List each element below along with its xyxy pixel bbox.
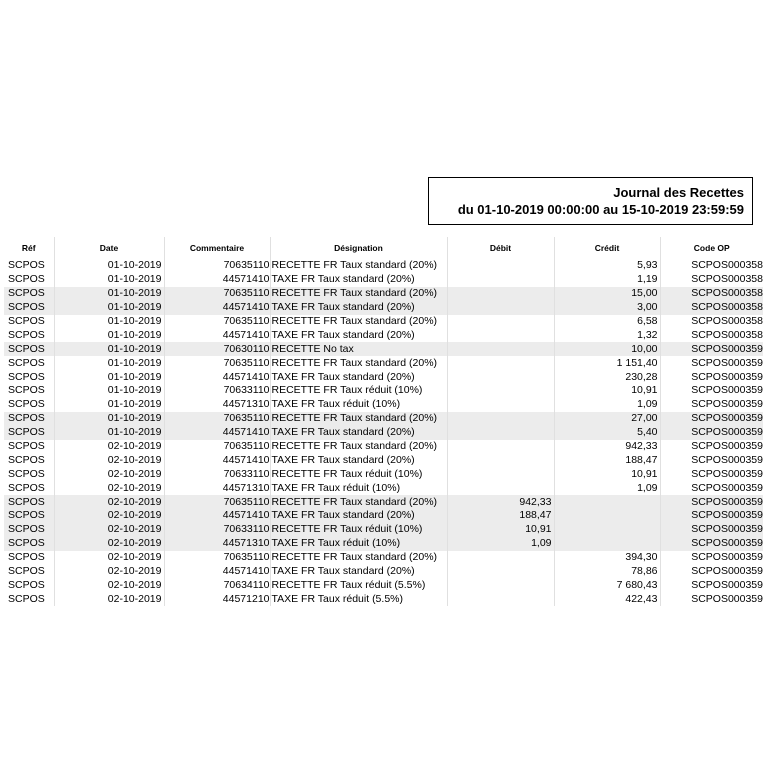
table-row [4,551,763,565]
report-period: du 01-10-2019 00:00:00 au 15-10-2019 23:59:59 [457,202,744,217]
table-row [4,259,763,273]
cell-designation: RECETTE FR Taux standard (20%) [270,551,447,565]
cell-ref: SCPOS [4,301,54,315]
table-row [4,273,763,287]
cell-credit: 1,09 [554,481,660,495]
cell-code-op: SCPOS000359 [660,467,763,481]
cell-credit: 1 151,40 [554,356,660,370]
cell-commentaire: 70635110 [164,315,270,329]
cell-designation: TAXE FR Taux réduit (10%) [270,481,447,495]
table-row [4,328,763,342]
table-row [4,537,763,551]
cell-code-op: SCPOS000359 [660,384,763,398]
cell-date: 02-10-2019 [54,481,164,495]
cell-code-op: SCPOS000359 [660,370,763,384]
cell-code-op: SCPOS000359 [660,453,763,467]
cell-ref: SCPOS [4,287,54,301]
cell-date: 01-10-2019 [54,287,164,301]
cell-designation: RECETTE FR Taux réduit (10%) [270,384,447,398]
cell-debit [447,481,554,495]
cell-code-op: SCPOS000359 [660,509,763,523]
cell-debit [447,342,554,356]
table-header-row [4,237,763,259]
cell-ref: SCPOS [8,328,45,341]
cell-commentaire: 70634110 [164,578,270,592]
cell-debit [447,315,554,329]
cell-credit: 394,30 [554,551,660,565]
cell-debit [447,328,554,342]
cell-designation: TAXE FR Taux standard (20%) [270,509,447,523]
cell-ref: SCPOS [8,384,45,397]
cell-designation: TAXE FR Taux réduit (10%) [270,398,447,412]
cell-debit [447,273,554,287]
cell-code-op: SCPOS000358 [660,328,763,342]
report-title: Journal des Recettes [613,185,744,200]
cell-date: 02-10-2019 [54,509,164,523]
table-row [4,565,763,579]
cell-ref: SCPOS [8,467,45,480]
cell-designation: RECETTE FR Taux standard (20%) [270,356,447,370]
cell-code-op: SCPOS000359 [660,440,763,454]
cell-designation: RECETTE FR Taux standard (20%) [270,412,447,426]
cell-code-op: SCPOS000359 [660,495,763,509]
cell-debit [447,259,554,273]
table-body [4,259,763,606]
table-row [4,315,763,329]
cell-date: 02-10-2019 [54,440,164,454]
cell-credit: 3,00 [554,301,660,315]
cell-commentaire: 44571410 [164,509,270,523]
cell-debit [447,398,554,412]
cell-ref: SCPOS [8,440,45,453]
cell-ref: SCPOS [8,356,45,369]
cell-commentaire: 44571410 [164,273,270,287]
cell-credit: 422,43 [554,592,660,606]
cell-code-op: SCPOS000359 [660,398,763,412]
cell-credit: 15,00 [554,287,660,301]
cell-code-op: SCPOS000358 [660,287,763,301]
cell-code-op: SCPOS000358 [660,315,763,329]
cell-ref: SCPOS [8,259,45,272]
cell-credit: 5,93 [554,259,660,273]
cell-code-op: SCPOS000359 [660,426,763,440]
cell-commentaire: 44571310 [164,537,270,551]
table-row [4,481,763,495]
cell-code-op: SCPOS000359 [660,565,763,579]
cell-date: 01-10-2019 [54,384,164,398]
cell-code-op: SCPOS000358 [660,259,763,273]
cell-code-op: SCPOS000359 [660,537,763,551]
cell-date: 01-10-2019 [54,342,164,356]
cell-commentaire: 70635110 [164,412,270,426]
cell-date: 02-10-2019 [54,453,164,467]
cell-ref: SCPOS [4,537,54,551]
cell-ref: SCPOS [4,523,54,537]
cell-debit [447,301,554,315]
cell-credit [554,509,660,523]
cell-debit [447,426,554,440]
cell-date: 01-10-2019 [54,328,164,342]
table-row [4,356,763,370]
cell-debit [447,592,554,606]
cell-code-op: SCPOS000359 [660,551,763,565]
cell-designation: RECETTE FR Taux standard (20%) [270,259,447,273]
cell-debit [447,384,554,398]
table-row [4,398,763,412]
cell-commentaire: 44571410 [164,565,270,579]
cell-date: 01-10-2019 [54,259,164,273]
table-row [4,453,763,467]
cell-ref: SCPOS [4,342,54,356]
cell-debit [447,356,554,370]
report-header-box [428,177,753,225]
cell-ref: SCPOS [8,273,45,286]
col-header-date: Date [54,237,164,259]
cell-credit: 1,19 [554,273,660,287]
cell-credit: 10,00 [554,342,660,356]
cell-debit [447,287,554,301]
cell-commentaire: 44571410 [164,301,270,315]
cell-designation: TAXE FR Taux standard (20%) [270,370,447,384]
cell-ref: SCPOS [4,412,54,426]
col-header-ref: Réf [21,243,36,253]
cell-debit [447,412,554,426]
table-row [4,495,763,509]
cell-commentaire: 70633110 [164,467,270,481]
col-header-debit: Débit [447,237,554,259]
cell-credit: 7 680,43 [554,578,660,592]
cell-credit [554,523,660,537]
cell-date: 01-10-2019 [54,370,164,384]
cell-commentaire: 70635110 [164,551,270,565]
cell-ref: SCPOS [8,370,45,383]
cell-designation: TAXE FR Taux standard (20%) [270,453,447,467]
cell-code-op: SCPOS000359 [660,592,763,606]
cell-credit: 188,47 [554,453,660,467]
cell-designation: TAXE FR Taux standard (20%) [270,301,447,315]
cell-designation: TAXE FR Taux réduit (10%) [270,537,447,551]
cell-date: 01-10-2019 [54,398,164,412]
cell-credit: 1,32 [554,328,660,342]
cell-commentaire: 70635110 [164,356,270,370]
cell-date: 02-10-2019 [54,565,164,579]
cell-date: 02-10-2019 [54,467,164,481]
cell-debit [447,440,554,454]
cell-commentaire: 44571410 [164,453,270,467]
table-row [4,592,763,606]
cell-code-op: SCPOS000359 [660,481,763,495]
cell-credit: 6,58 [554,315,660,329]
col-header-credit: Crédit [554,237,660,259]
cell-designation: RECETTE No tax [270,342,447,356]
table-row [4,301,763,315]
cell-debit: 10,91 [447,523,554,537]
cell-commentaire: 44571310 [164,481,270,495]
cell-date: 02-10-2019 [54,495,164,509]
cell-debit [447,370,554,384]
table-row [4,412,763,426]
col-header-designation: Désignation [270,237,447,259]
table-row [4,426,763,440]
cell-commentaire: 70633110 [164,384,270,398]
cell-code-op: SCPOS000359 [660,412,763,426]
cell-commentaire: 70635110 [164,440,270,454]
cell-designation: RECETTE FR Taux standard (20%) [270,495,447,509]
cell-credit: 1,09 [554,398,660,412]
cell-date: 02-10-2019 [54,592,164,606]
cell-commentaire: 44571210 [164,592,270,606]
cell-code-op: SCPOS000358 [660,273,763,287]
cell-ref: SCPOS [8,481,45,494]
cell-debit: 1,09 [447,537,554,551]
journal-table [4,237,763,606]
cell-code-op: SCPOS000359 [660,356,763,370]
cell-designation: TAXE FR Taux standard (20%) [270,273,447,287]
table-row [4,384,763,398]
cell-credit: 942,33 [554,440,660,454]
cell-debit [447,565,554,579]
cell-commentaire: 70635110 [164,495,270,509]
cell-credit: 78,86 [554,565,660,579]
cell-credit [554,537,660,551]
cell-date: 01-10-2019 [54,426,164,440]
cell-date: 01-10-2019 [54,356,164,370]
cell-commentaire: 70633110 [164,523,270,537]
cell-commentaire: 70635110 [164,287,270,301]
table-row [4,287,763,301]
cell-designation: RECETTE FR Taux standard (20%) [270,440,447,454]
cell-debit [447,467,554,481]
cell-ref: SCPOS [8,453,45,466]
cell-designation: RECETTE FR Taux réduit (5.5%) [270,578,447,592]
cell-code-op: SCPOS000359 [660,523,763,537]
cell-date: 01-10-2019 [54,301,164,315]
cell-ref: SCPOS [4,495,54,509]
cell-credit [554,495,660,509]
cell-commentaire: 70630110 [164,342,270,356]
cell-date: 01-10-2019 [54,412,164,426]
cell-credit: 5,40 [554,426,660,440]
cell-designation: TAXE FR Taux réduit (5.5%) [270,592,447,606]
cell-designation: RECETTE FR Taux réduit (10%) [270,467,447,481]
table-row [4,467,763,481]
cell-commentaire: 44571410 [164,370,270,384]
col-header-code-op: Code OP [660,237,763,259]
cell-credit: 230,28 [554,370,660,384]
table-row [4,370,763,384]
cell-commentaire: 44571310 [164,398,270,412]
cell-commentaire: 44571410 [164,328,270,342]
cell-commentaire: 70635110 [164,259,270,273]
cell-ref: SCPOS [4,509,54,523]
cell-ref: SCPOS [8,398,45,411]
cell-date: 02-10-2019 [54,523,164,537]
cell-ref: SCPOS [8,565,45,578]
cell-code-op: SCPOS000359 [660,578,763,592]
table-row [4,523,763,537]
cell-designation: TAXE FR Taux standard (20%) [270,426,447,440]
cell-date: 01-10-2019 [54,273,164,287]
cell-debit: 188,47 [447,509,554,523]
cell-date: 02-10-2019 [54,537,164,551]
cell-debit [447,578,554,592]
cell-code-op: SCPOS000358 [660,301,763,315]
table-row [4,342,763,356]
cell-credit: 10,91 [554,467,660,481]
cell-ref: SCPOS [8,578,45,591]
cell-debit: 942,33 [447,495,554,509]
cell-ref: SCPOS [8,315,45,327]
table-row [4,578,763,592]
cell-designation: RECETTE FR Taux standard (20%) [270,315,447,329]
table-row [4,440,763,454]
cell-credit: 10,91 [554,384,660,398]
cell-debit [447,551,554,565]
cell-designation: TAXE FR Taux standard (20%) [270,565,447,579]
cell-designation: RECETTE FR Taux réduit (10%) [270,523,447,537]
cell-designation: RECETTE FR Taux standard (20%) [270,287,447,301]
cell-date: 02-10-2019 [54,551,164,565]
cell-date: 01-10-2019 [54,315,164,329]
cell-ref: SCPOS [8,592,45,605]
cell-date: 02-10-2019 [54,578,164,592]
cell-commentaire: 44571410 [164,426,270,440]
cell-credit: 27,00 [554,412,660,426]
cell-ref: SCPOS [4,426,54,440]
cell-code-op: SCPOS000359 [660,342,763,356]
col-header-commentaire: Commentaire [164,237,270,259]
cell-ref: SCPOS [8,551,45,564]
cell-designation: TAXE FR Taux standard (20%) [270,328,447,342]
table-row [4,509,763,523]
cell-debit [447,453,554,467]
